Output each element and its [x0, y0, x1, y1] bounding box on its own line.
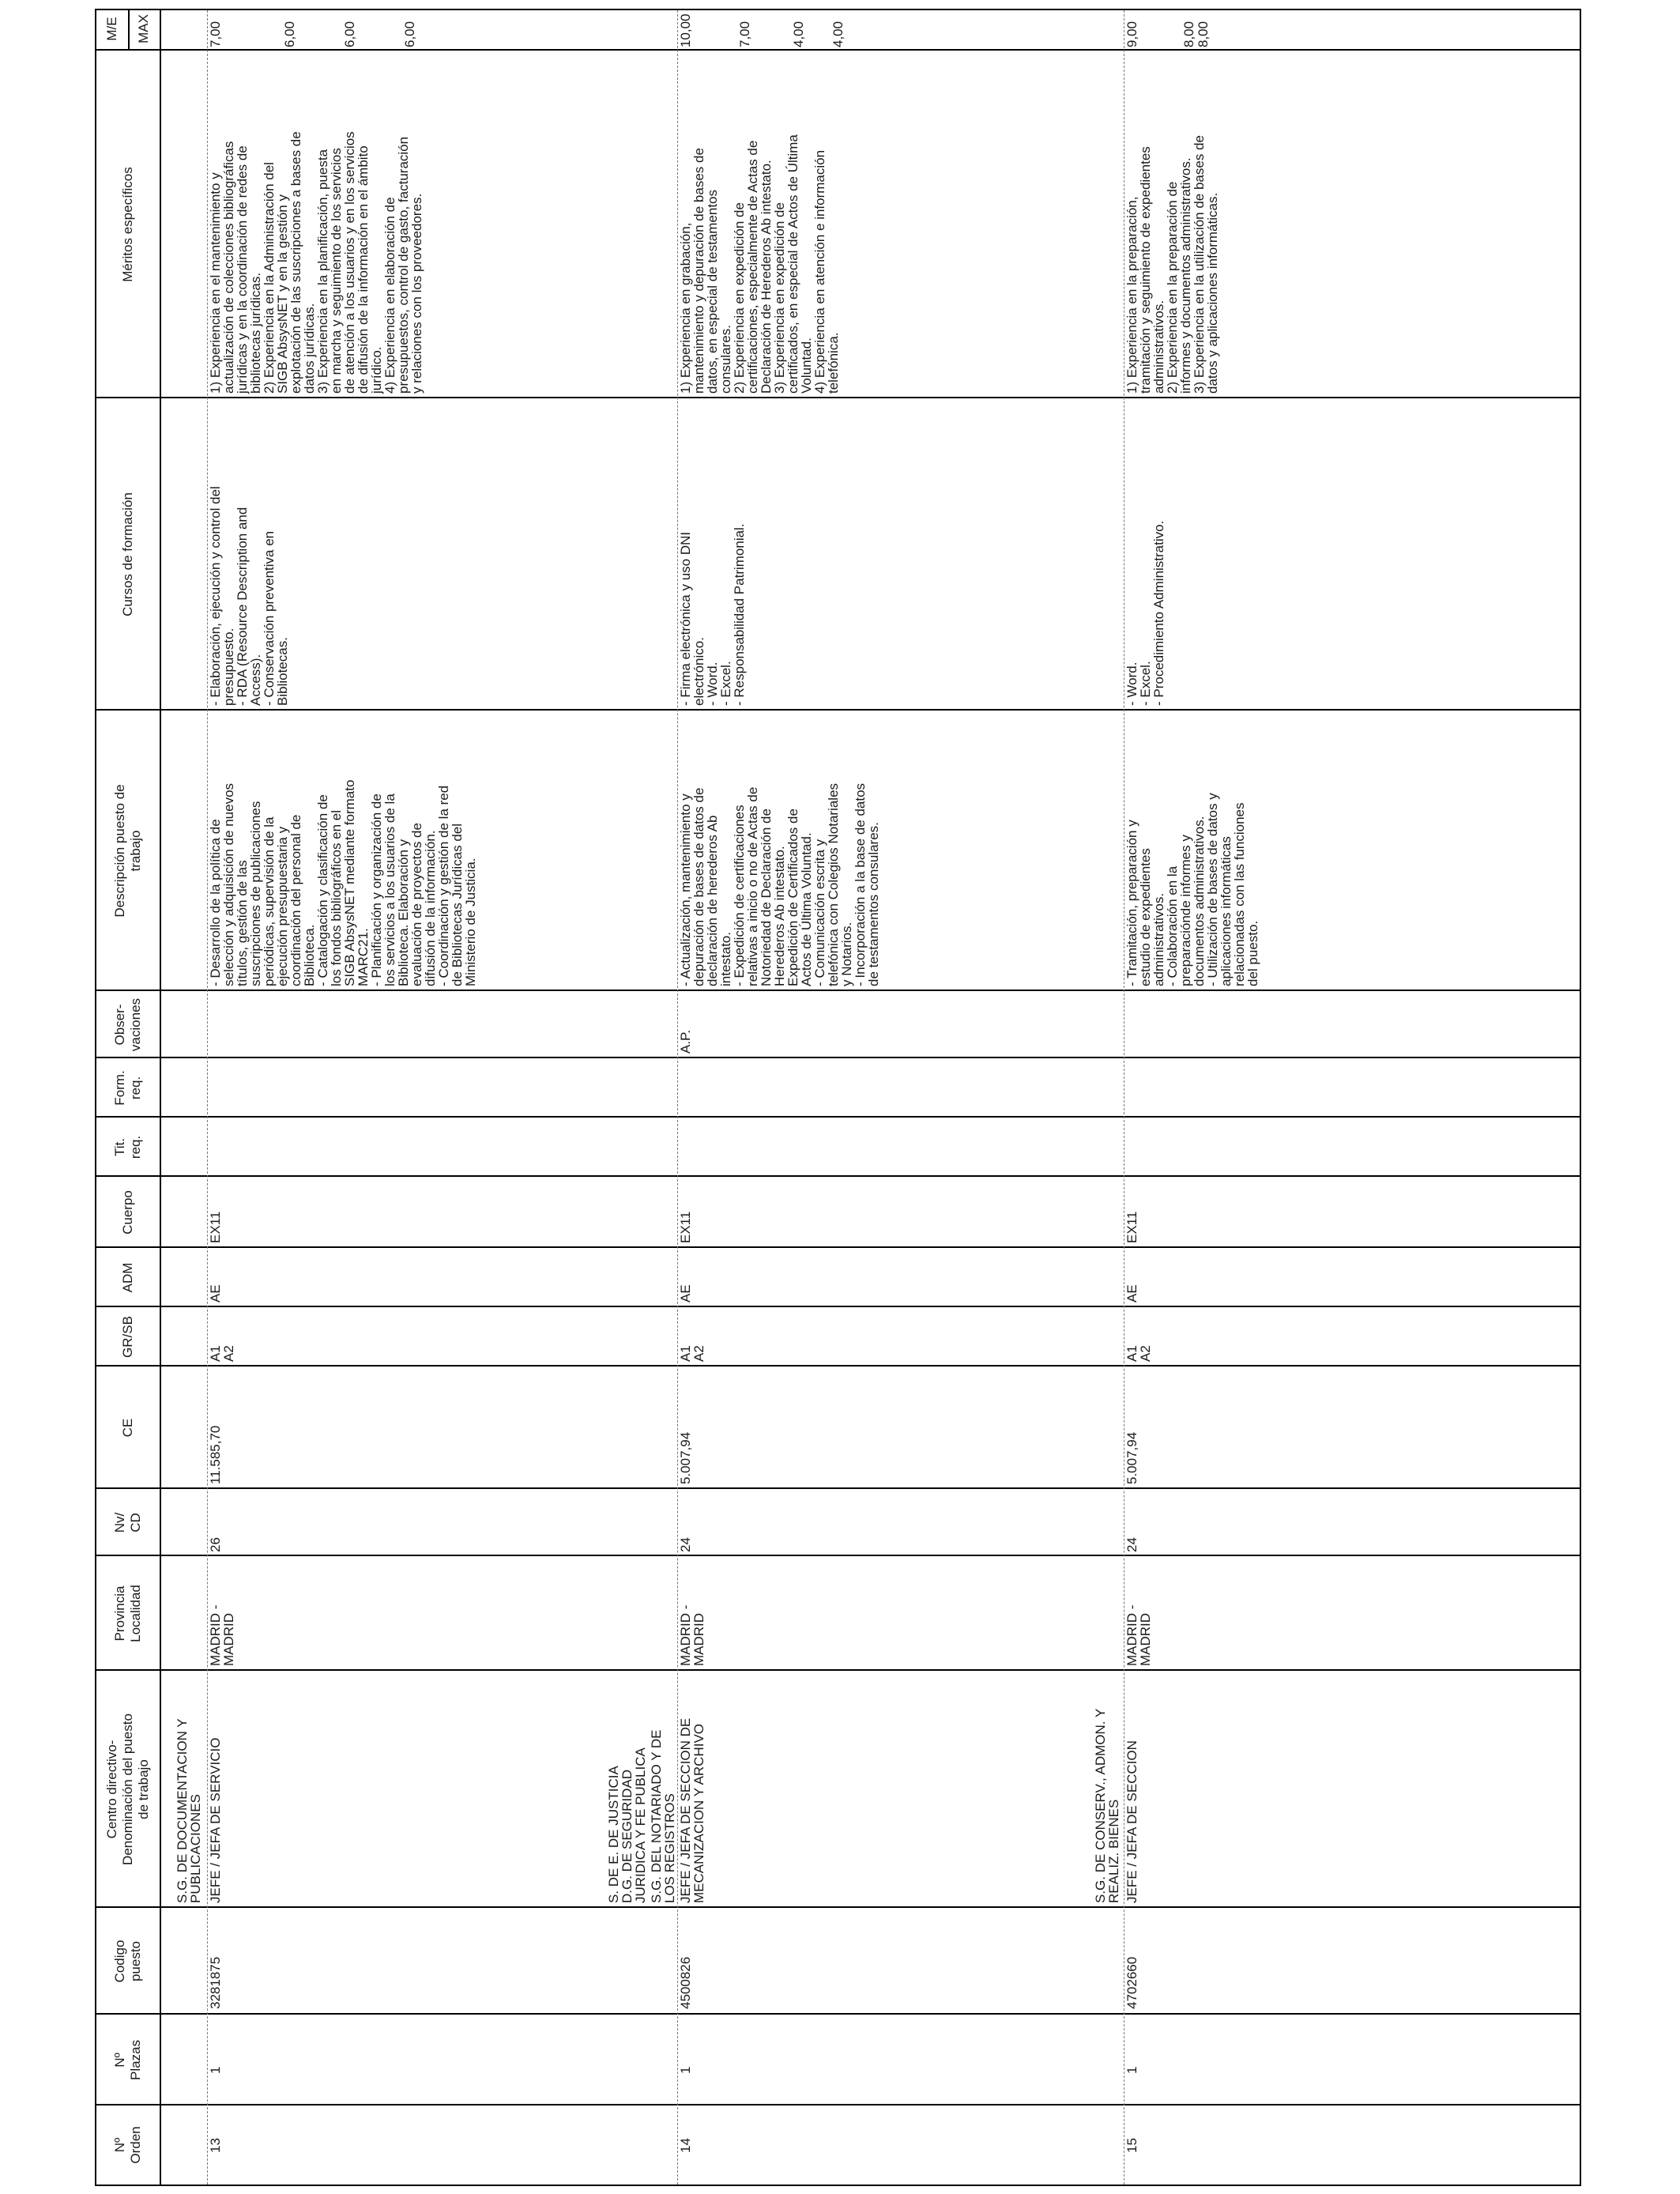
- header-meritos: Méritos específicos: [120, 167, 135, 282]
- row-codigo: 4702660: [1124, 1956, 1139, 2009]
- row-max-value: 10,00: [678, 13, 693, 47]
- row-cuerpo: EX11: [1124, 1211, 1139, 1243]
- col-divider: [96, 2013, 1580, 2015]
- job-table: [95, 9, 1581, 2186]
- col-divider: [96, 1116, 1580, 1118]
- header-provincia: Provincia Localidad: [112, 1585, 143, 1642]
- col-divider: [96, 990, 1580, 991]
- col-divider: [96, 397, 1580, 398]
- col-divider: [96, 1306, 1580, 1307]
- col-divider: [96, 2104, 1580, 2105]
- row-orden: 15: [1124, 2138, 1139, 2153]
- col-divider: [96, 1175, 1580, 1177]
- unit-heading: S.G. DE DOCUMENTACION Y PUBLICACIONES: [175, 1718, 203, 1903]
- row-max-value: 4,00: [831, 21, 846, 47]
- header-nivel: Nv/ CD: [112, 1512, 143, 1533]
- row-nivel: 24: [678, 1537, 693, 1552]
- row-max-value: 8,00: [1196, 21, 1211, 47]
- row-cursos: - Firma electrónica y uso DNI electrónico. - Word. - Excel. - Responsabilidad Patrimonial.: [678, 523, 747, 706]
- row-max-value: 6,00: [282, 21, 297, 47]
- row-denominacion: JEFE / JEFA DE SERVICIO: [208, 1737, 223, 1903]
- row-max-value: 4,00: [791, 21, 806, 47]
- unit-heading: S.G. DEL NOTARIADO Y DE LOS REGISTROS: [649, 1729, 677, 1903]
- row-ce: 5.007,94: [678, 1431, 693, 1484]
- row-grupo: A1 A2: [1124, 1345, 1153, 1362]
- row-plazas: 1: [1124, 2066, 1139, 2074]
- row-adm: AE: [678, 1284, 693, 1302]
- row-codigo: 4500826: [678, 1956, 693, 2009]
- header-me: M/E: [104, 17, 119, 41]
- header-orden: Nº Orden: [112, 2126, 143, 2164]
- row-meritos: 1) Experiencia en el mantenimiento y actualización de colecciones bibliográficas jurídicas y en la coordinación de redes de bibliotecas jurídicas. 2) Experiencia en la Administración del SIGB AbsysNET y en la gestión y explotación de las suscripciones a bases de datos jurídicas. 3) Experiencia en la planificación, puesta en marcha y seguimiento de los servicios de atención a los usuarios y en los servicios de difusión de la información en el ámbito jurídico. 4) Experiencia en elaboración de presupuestos, control de gasto, facturación y relaciones con los proveedores.: [208, 131, 424, 394]
- header-grupo: GR/SB: [120, 1316, 135, 1358]
- col-divider: [96, 1669, 1580, 1671]
- row-descripcion: - Desarrollo de la política de selección y adquisición de nuevos títulos, gestión de las suscripciones de publicaciones periódicas, supervisión de la ejecución presupuestaria y coordinación del personal de Biblioteca. - Catalogación y clasificación de los fondos bibliográficos en el SIGB AbsysNET mediante formato MARC21. - Planificación y organización de los servicios a los usuarios de la Biblioteca. Elaboración y evaluación de proyectos de difusión de la información. - Coordinación y gestión de la red de Bibliotecas Jurídicas del Ministerio de Justicia.: [208, 779, 478, 986]
- row-cuerpo: EX11: [678, 1211, 693, 1243]
- row-cursos: - Elaboración, ejecución y control del presupuesto. - RDA (Resource Description and Access). - Conservación preventiva en Bibliotecas.: [208, 486, 290, 706]
- header-ce: CE: [120, 1418, 135, 1438]
- header-plazas: Nº Plazas: [112, 2039, 143, 2081]
- row-grupo: A1 A2: [678, 1345, 706, 1362]
- header-max: MAX: [136, 14, 151, 43]
- row-plazas: 1: [208, 2066, 223, 2074]
- header-centro: Centro directivo- Denominación del puesto de trabajo: [104, 1713, 151, 1865]
- row-provincia: MADRID - MADRID: [1124, 1604, 1153, 1666]
- unit-heading: S.G. DE CONSERV., ADMON. Y REALIZ. BIENES: [1093, 1708, 1121, 1903]
- header-descripcion: Descripción puesto de trabajo: [112, 784, 143, 918]
- col-divider: [96, 1487, 1580, 1489]
- row-meritos: 1) Experiencia en grabación, mantenimiento y depuración de bases de datos, en especial de testamentos consulares. 2) Experiencia en expedición de certificaciones, especialmente de Actas de Declaración de Herederos Ab intestato. 3) Experiencia en expedición de certificados, en especial de Actos de Última Voluntad. 4) Experiencia en atención e información telefónica.: [678, 134, 841, 394]
- unit-heading: S. DE E. DE JUSTICIA D.G. DE SEGURIDAD JURIDICA Y FE PUBLICA: [606, 1747, 648, 1903]
- row-orden: 14: [678, 2138, 693, 2153]
- header-cuerpo: Cuerpo: [120, 1190, 135, 1235]
- row-denominacion: JEFE / JEFA DE SECCION DE MECANIZACION Y ARCHIVO: [678, 1717, 706, 1903]
- row-provincia: MADRID - MADRID: [208, 1604, 236, 1666]
- col-divider: [96, 1365, 1580, 1367]
- row-cursos: - Word. - Excel. - Procedimiento Administrativo.: [1124, 520, 1166, 706]
- row-denominacion: JEFE / JEFA DE SECCION: [1124, 1740, 1139, 1903]
- row-ce: 11.585,70: [208, 1425, 223, 1484]
- row-observaciones: A.P.: [678, 1030, 693, 1054]
- header-titulacion: Tit. req.: [112, 1135, 143, 1159]
- row-plazas: 1: [678, 2066, 693, 2074]
- row-ce: 5.007,94: [1124, 1431, 1139, 1484]
- row-max-value: 8,00: [1181, 21, 1196, 47]
- header-adm: ADM: [120, 1262, 135, 1293]
- row-max-value: 6,00: [342, 21, 357, 47]
- row-max-value: 6,00: [402, 21, 417, 47]
- col-divider: [96, 709, 1580, 711]
- row-grupo: A1 A2: [208, 1345, 236, 1362]
- header-codigo: Codigo puesto: [112, 1940, 143, 1983]
- header-formacion: Form. req.: [112, 1070, 143, 1106]
- row-descripcion: - Tramitación, preparación y estudio de expedientes administrativos. - Colaboración en la preparaciónde informes y documentos administrativos. - Utilización de bases de datos y aplicaciones informáticas relacionadas con las funciones del puesto.: [1124, 793, 1260, 986]
- row-codigo: 3281875: [208, 1956, 223, 2009]
- max-me-divider: [128, 10, 130, 51]
- col-divider: [96, 1906, 1580, 1908]
- col-divider: [96, 1057, 1580, 1058]
- row-max-value: 7,00: [737, 21, 752, 47]
- row-cuerpo: EX11: [208, 1211, 223, 1243]
- row-meritos: 1) Experiencia en la preparación, tramitación y seguimiento de expedientes administrativos. 2) Experiencia en la preparación de informes y documentos administrativos. 3) Experiencia en la utilización de bases de datos y aplicaciones informáticas.: [1124, 135, 1220, 394]
- row-nivel: 26: [208, 1537, 223, 1552]
- row-max-value: 7,00: [208, 21, 223, 47]
- row-adm: AE: [1124, 1284, 1139, 1302]
- header-observaciones: Obser- vaciones: [112, 997, 143, 1052]
- row-max-value: 9,00: [1124, 21, 1139, 47]
- col-divider: [96, 1555, 1580, 1556]
- row-descripcion: - Actualización, mantenimiento y depuración de bases de datos de declaración de herederos Ab intestato. - Expedición de certificaciones relativas a inicio o no de Actas de Notoriedad de Declaración de Herederos Ab intestato. Expedición de Certificados de Actos de Última Voluntad. - Comunicación escrita y telefónica con Colegios Notariales y Notarios. - Incorporación a la base de datos de testamentos consulares.: [678, 782, 881, 986]
- header-cursos: Cursos de formación: [120, 492, 135, 616]
- row-nivel: 24: [1124, 1537, 1139, 1552]
- row-adm: AE: [208, 1284, 223, 1302]
- row-orden: 13: [208, 2138, 223, 2153]
- col-divider: [96, 49, 1580, 51]
- header-rule: [160, 10, 161, 2185]
- row-provincia: MADRID - MADRID: [678, 1604, 706, 1666]
- col-divider: [96, 1246, 1580, 1248]
